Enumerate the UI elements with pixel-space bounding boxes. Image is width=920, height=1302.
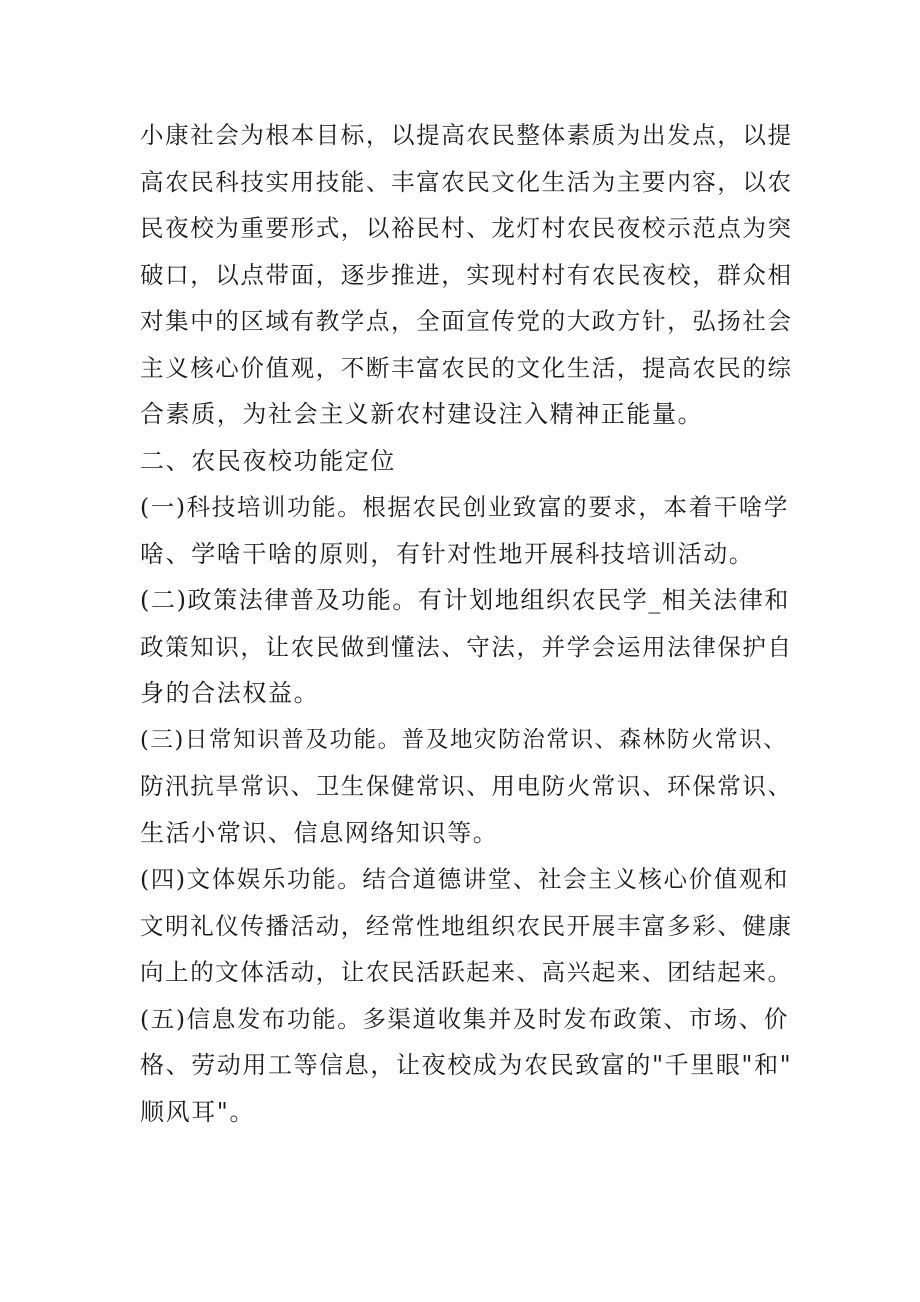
item-line: 防汛抗旱常识、卫生保健常识、用电防火常识、环保常识、 bbox=[140, 772, 793, 800]
paragraph-line: 破口，以点带面，逐步推进，实现村村有农民夜校，群众相 bbox=[140, 260, 793, 289]
item-line: (三)日常知识普及功能。普及地灾防治常识、森林防火常识、 bbox=[140, 726, 788, 753]
item-line: 啥、学啥干啥的原则，有针对性地开展科技培训活动。 bbox=[140, 539, 755, 568]
item-line: 身的合法权益。 bbox=[140, 679, 320, 707]
item-line: 格、劳动用工等信息，让夜校成为农民致富的"千里眼"和" bbox=[140, 1051, 793, 1079]
document-body bbox=[140, 112, 800, 1135]
item-line: (五)信息发布功能。多渠道收集并及时发布政策、市场、价 bbox=[140, 1004, 790, 1033]
paragraph-line: 民夜校为重要形式，以裕民村、龙灯村农民夜校示范点为突 bbox=[140, 214, 793, 242]
item-line: (二)政策法律普及功能。有计划地组织农民学_相关法律和 bbox=[140, 586, 790, 614]
section-heading: 二、农民夜校功能定位 bbox=[140, 446, 396, 475]
paragraph-line: 主义核心价值观，不断丰富农民的文化生活，提高农民的综 bbox=[140, 353, 793, 382]
item-line: 向上的文体活动，让农民活跃起来、高兴起来、团结起来。 bbox=[140, 958, 793, 986]
paragraph-line: 小康社会为根本目标，以提高农民整体素质为出发点，以提 bbox=[140, 121, 793, 149]
paragraph-line: 合素质，为社会主义新农村建设注入精神正能量。 bbox=[140, 400, 704, 428]
paragraph-line: 高农民科技实用技能、丰富农民文化生活为主要内容，以农 bbox=[140, 167, 793, 196]
item-line: (四)文体娱乐功能。结合道德讲堂、社会主义核心价值观和 bbox=[140, 865, 790, 893]
item-line: (一)科技培训功能。根据农民创业致富的要求，本着干啥学 bbox=[140, 493, 790, 521]
paragraph-line: 对集中的区域有教学点，全面宣传党的大政方针，弘扬社会 bbox=[140, 307, 793, 335]
item-line: 顺风耳"。 bbox=[140, 1097, 256, 1126]
item-line: 生活小常识、信息网络知识等。 bbox=[140, 818, 499, 847]
item-line: 文明礼仪传播活动，经常性地组织农民开展丰富多彩、健康 bbox=[140, 911, 793, 940]
item-line: 政策知识，让农民做到懂法、守法，并学会运用法律保护自 bbox=[140, 632, 793, 661]
